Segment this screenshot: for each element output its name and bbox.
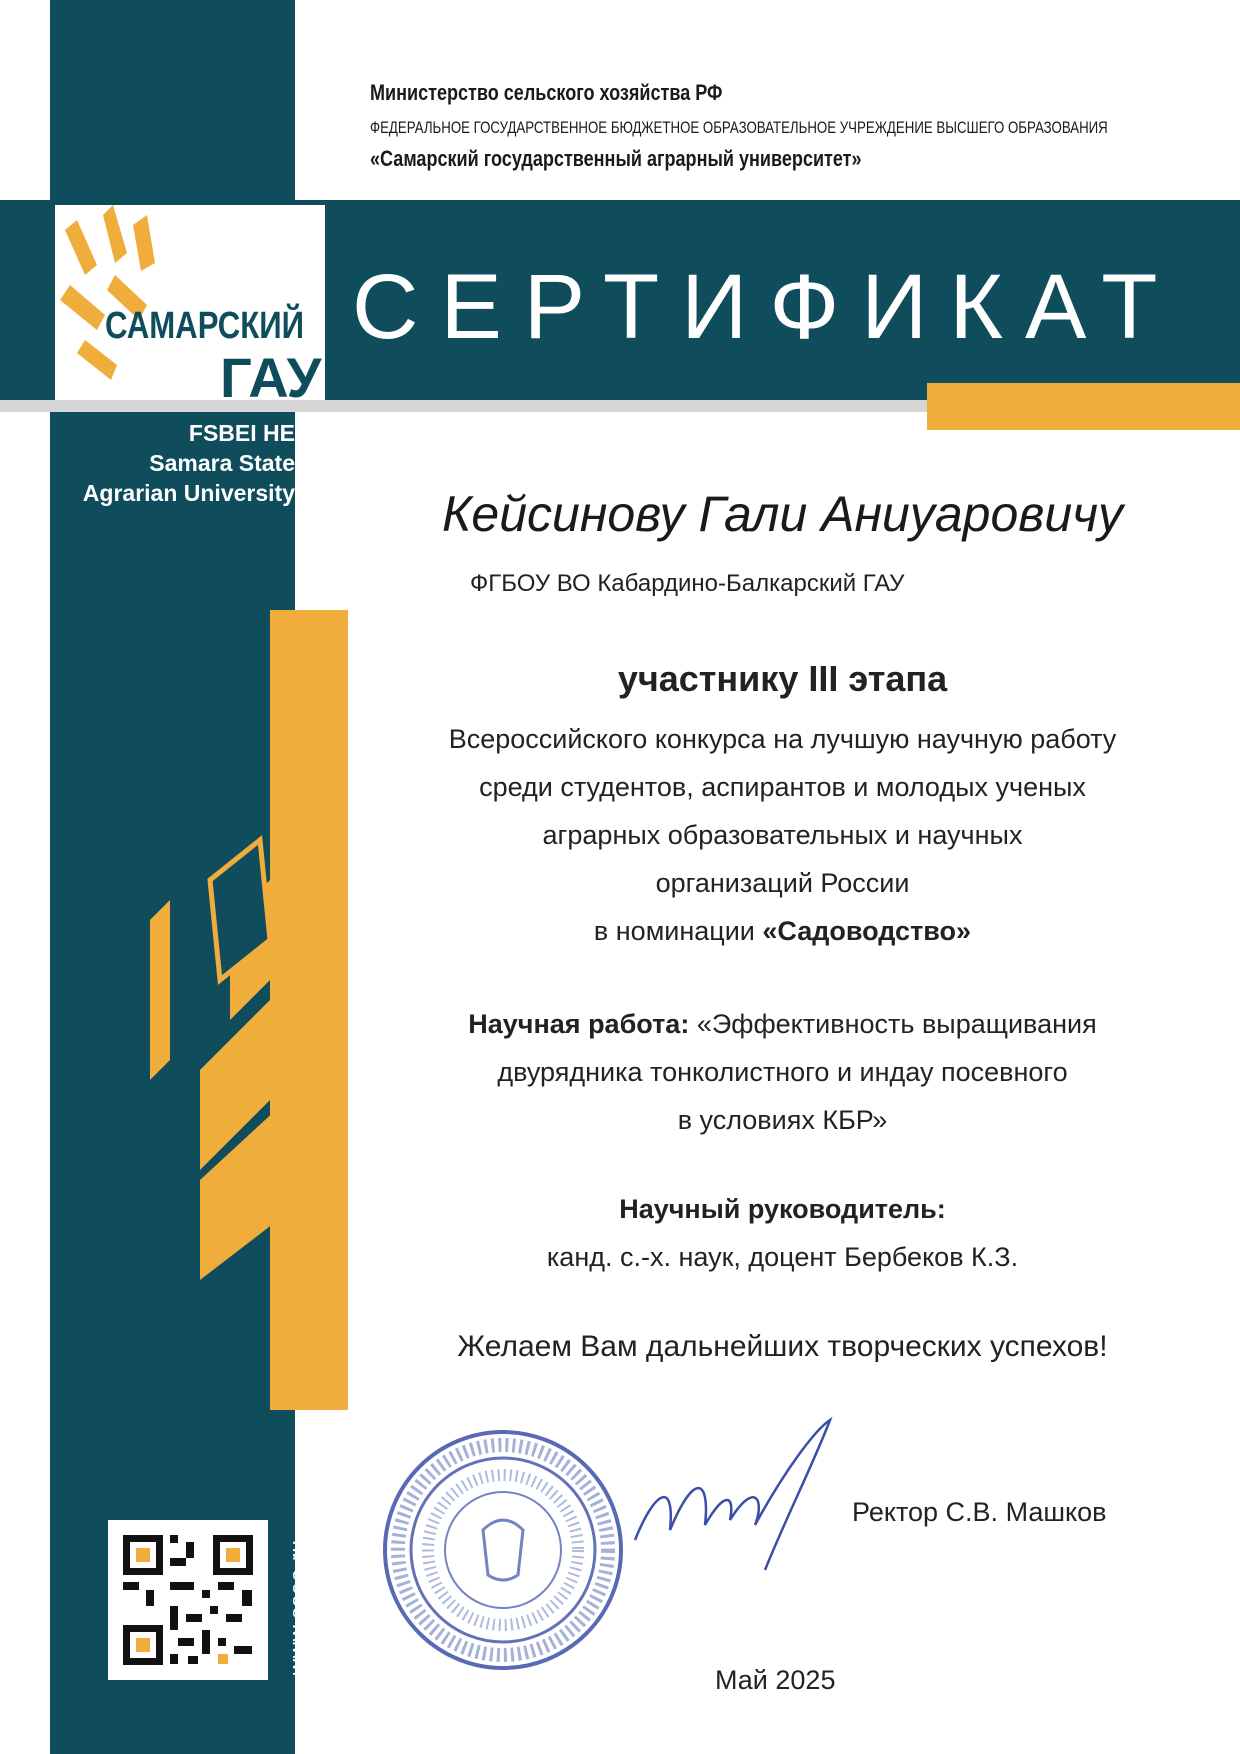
official-stamp-icon <box>378 1425 628 1675</box>
award-line-3: аграрных образовательных и научных <box>542 820 1023 850</box>
website: www.ssaa.ru <box>285 1539 310 1675</box>
wish: Желаем Вам дальнейших творческих успехов! <box>457 1330 1108 1363</box>
work-line-3: в условиях КБР» <box>677 1105 888 1135</box>
award-stage: участнику III этапа <box>617 658 948 699</box>
scientific-work <box>350 1000 1215 1144</box>
supervisor-label: Научный руководитель: <box>619 1194 946 1224</box>
institution-type: ФЕДЕРАЛЬНОЕ ГОСУДАРСТВЕННОЕ БЮДЖЕТНОЕ ОБРАЗОВАТЕЛЬНОЕ УЧРЕЖДЕНИЕ ВЫСШЕГО ОБРАЗОВАНИЯ <box>370 118 1108 137</box>
signature-icon <box>615 1410 845 1580</box>
work-label: Научная работа: <box>468 1009 690 1039</box>
nomination: «Садоводство» <box>762 916 972 946</box>
sidebar-line-3: Agrarian University <box>82 480 295 506</box>
ministry-name: Министерство сельского хозяйства РФ <box>370 80 723 105</box>
recipient-organization: ФГБОУ ВО Кабардино-Балкарский ГАУ <box>470 570 905 597</box>
work-line-2: двурядника тонколистного и индау посевного <box>497 1057 1068 1087</box>
award-line-2: среди студентов, аспирантов и молодых ученых <box>479 772 1086 802</box>
work-line-1 <box>350 1000 1215 1048</box>
nomination-line <box>350 907 1215 955</box>
wheat-ear-icon <box>55 205 175 395</box>
award-line-1: Всероссийского конкурса на лучшую научную работу <box>448 724 1117 754</box>
left-edge-strip <box>0 200 50 400</box>
orange-accent-bar <box>927 383 1240 430</box>
work-title-1: «Эффективность выращивания <box>689 1009 1097 1039</box>
logo-line-2: ГАУ <box>220 346 322 409</box>
qr-code <box>108 1520 268 1680</box>
award-line-4: организаций России <box>655 868 910 898</box>
signer: Ректор С.В. Машков <box>852 1497 1107 1527</box>
wheat-decoration-icon <box>150 800 350 1300</box>
sidebar-line-1: FSBEI HE <box>188 420 295 446</box>
recipient-name: Кейсинову Гали Аниуаровичу <box>441 486 1124 542</box>
award-description <box>350 715 1215 955</box>
nomination-prefix: в номинации <box>593 916 763 946</box>
sidebar-line-2: Samara State <box>149 450 295 476</box>
logo-line-1: САМАРСКИЙ <box>105 305 305 347</box>
university-name: «Самарский государственный аграрный университет» <box>370 146 862 171</box>
supervisor <box>350 1185 1215 1281</box>
supervisor-value: канд. с.-х. наук, доцент Бербеков К.З. <box>546 1242 1019 1272</box>
issue-date: Май 2025 <box>715 1665 836 1695</box>
qr-code-icon <box>108 1520 268 1680</box>
certificate-title: СЕРТИФИКАТ <box>352 256 1180 358</box>
sidebar-english-name <box>50 418 295 508</box>
logo <box>55 205 325 409</box>
